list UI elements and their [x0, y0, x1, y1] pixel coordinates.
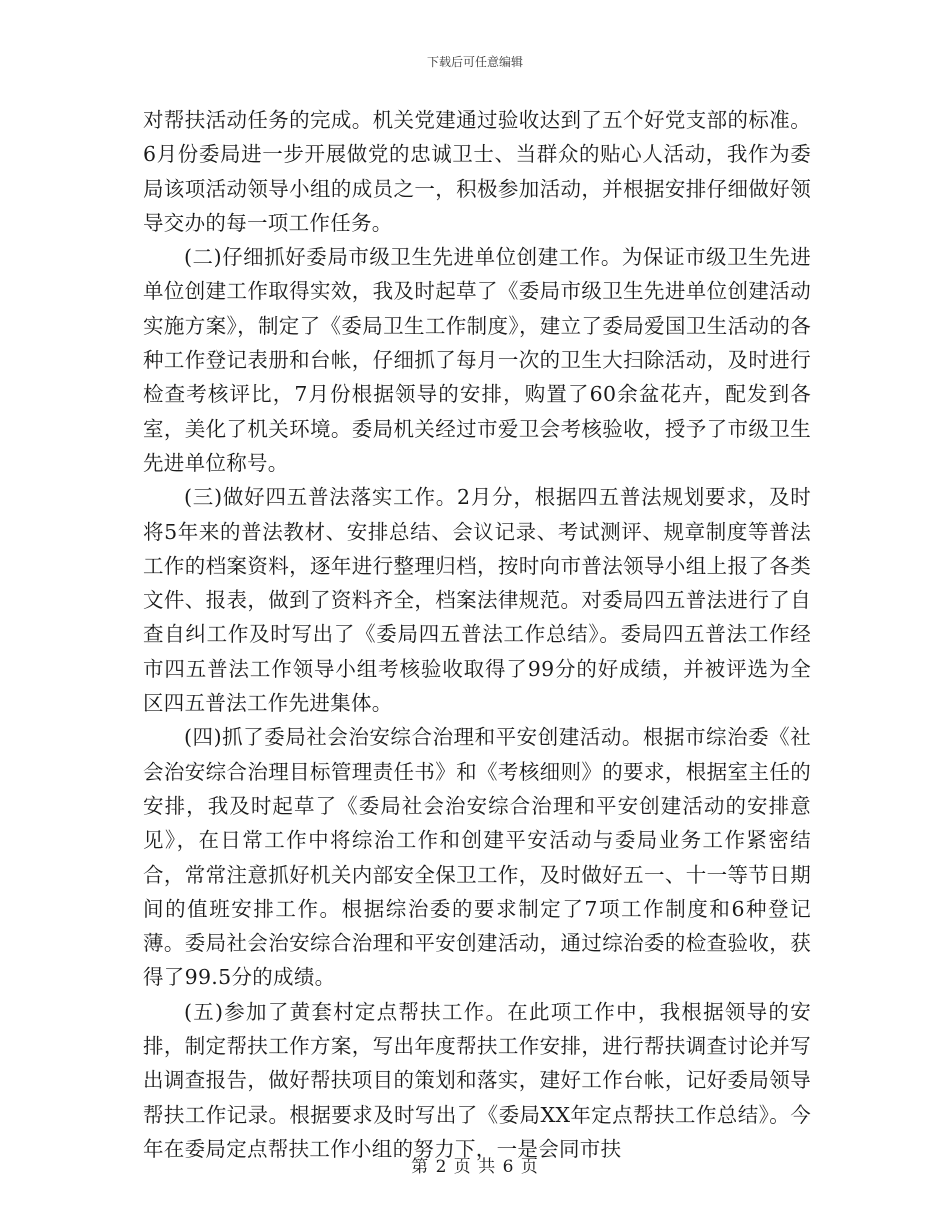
paragraph-section-2: (二)仔细抓好委局市级卫生先进单位创建工作。为保证市级卫生先进单位创建工作取得实效，我及时起草了《委局市级卫生先进单位创建活动实施方案》，制定了《委局卫生工作制度》，建立了委局爱国卫生活动的各种工作登记表册和台帐，仔细抓了每月一次的卫生大扫除活动，及时进行检查考核评比，7月份根据领导的安排，购置了60余盆花卉，配发到各室，美化了机关环境。委局机关经过市爱卫会考核验收，授予了市级卫生先进单位称号。 [143, 245, 811, 475]
paragraph-section-4: (四)抓了委局社会治安综合治理和平安创建活动。根据市综治委《社会治安综合治理目标管理责任书》和《考核细则》的要求，根据室主任的安排，我及时起草了《委局社会治安综合治理和平安创建活动的安排意见》，在日常工作中将综治工作和创建平安活动与委局业务工作紧密结合，常常注意抓好机关内部安全保卫工作，及时做好五一、十一等节日期间的值班安排工作。根据综治委的要求制定了7项工作制度和6种登记薄。委局社会治安综合治理和平安创建活动，通过综治委的检查验收，获得了99.5分的成绩。 [143, 725, 811, 990]
paragraph-section-5: (五)参加了黄套村定点帮扶工作。在此项工作中，我根据领导的安排，制定帮扶工作方案，写出年度帮扶工作安排，进行帮扶调查讨论并写出调查报告，做好帮扶项目的策划和落实，建好工作台帐，记好委局领导帮扶工作记录。根据要求及时写出了《委局XX年定点帮扶工作总结》。今年在委局定点帮扶工作小组的努力下，一是会同市扶 [143, 999, 811, 1161]
document-body [143, 103, 811, 1166]
paragraph-section-3: (三)做好四五普法落实工作。2月分，根据四五普法规划要求，及时将5年来的普法教材、安排总结、会议记录、考试测评、规章制度等普法工作的档案资料，逐年进行整理归档，按时向市普法领导小组上报了各类文件、报表，做到了资料齐全，档案法律规范。对委局四五普法进行了自查自纠工作及时写出了《委局四五普法工作总结》。委局四五普法工作经市四五普法工作领导小组考核验收取得了99分的好成绩，并被评选为全区四五普法工作先进集体。 [143, 485, 811, 716]
paragraph-continuation: 对帮扶活动任务的完成。机关党建通过验收达到了五个好党支部的标准。6月份委局进一步开展做党的忠诚卫士、当群众的贴心人活动，我作为委局该项活动领导小组的成员之一，积极参加活动，并根据安排仔细做好领导交办的每一项工作任务。 [143, 108, 811, 235]
page-number: 第 2 页 共 6 页 [411, 1157, 539, 1177]
page-header: 下载后可任意编辑 [426, 55, 523, 69]
